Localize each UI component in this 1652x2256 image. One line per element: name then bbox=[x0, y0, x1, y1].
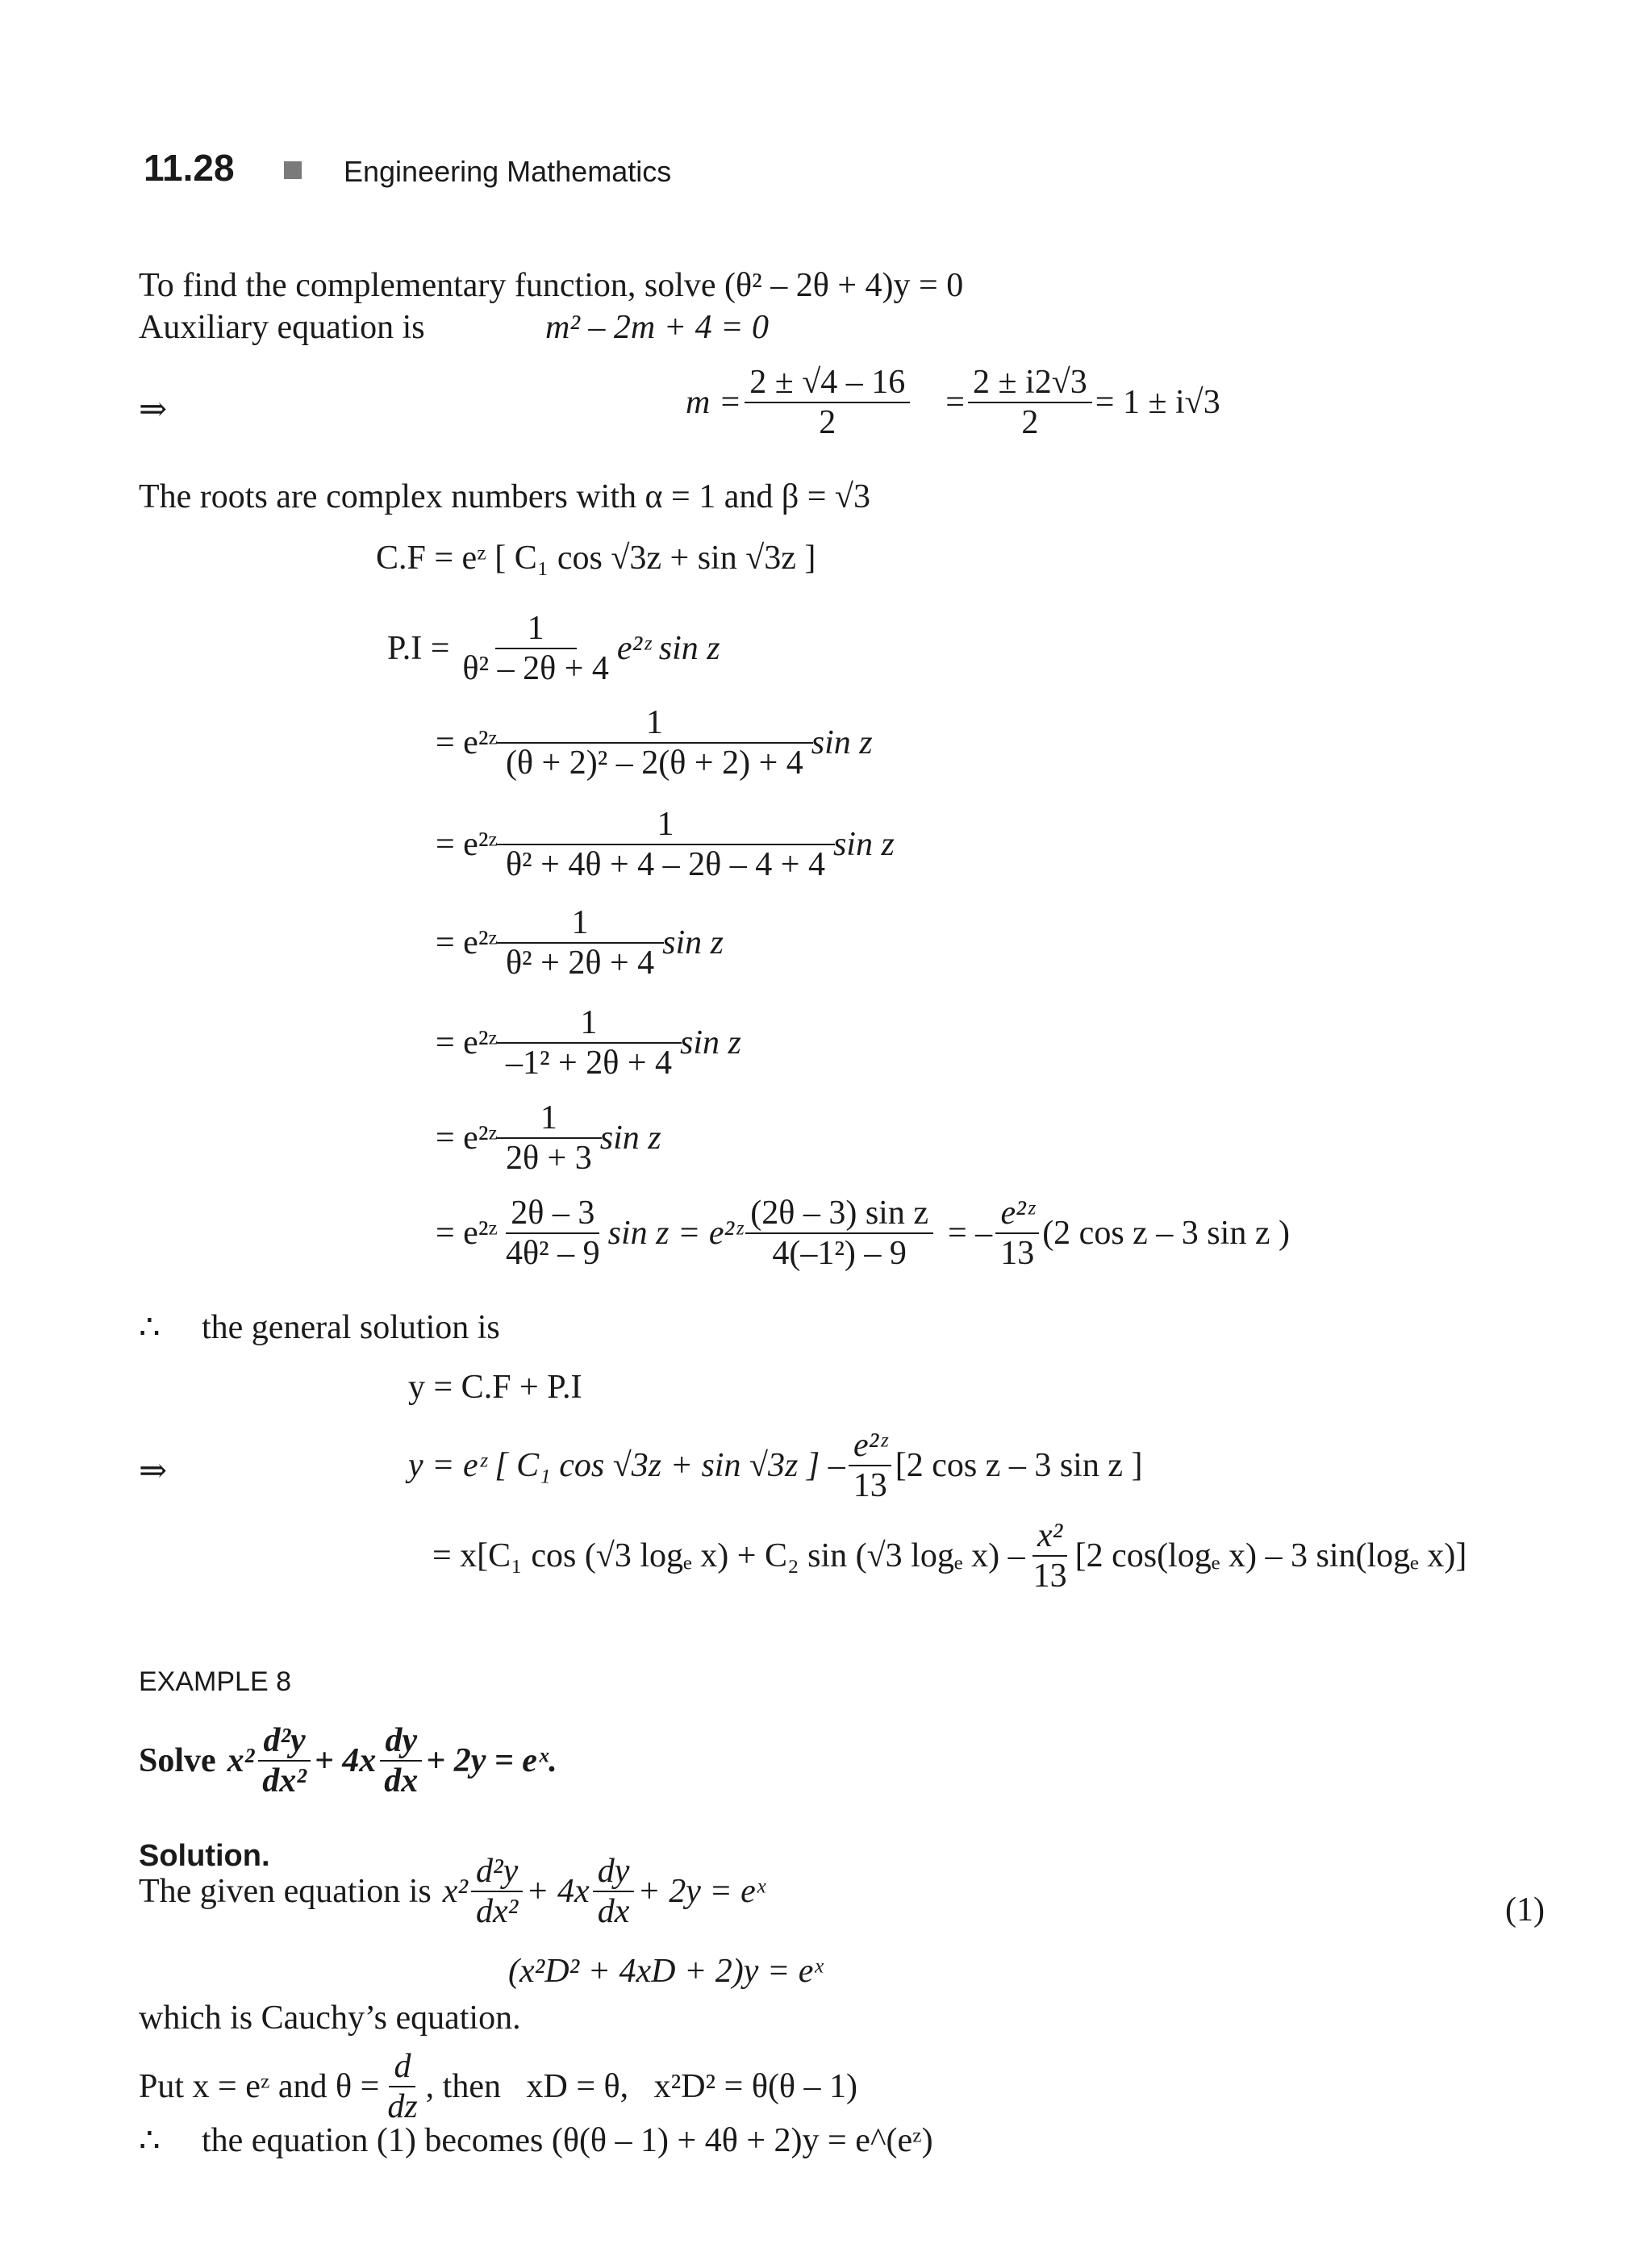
pi-label: P.I = bbox=[387, 630, 450, 668]
given-d2y: d²y bbox=[471, 1852, 523, 1892]
pi-step-5 bbox=[436, 1099, 661, 1178]
header-square-icon bbox=[284, 161, 302, 179]
pi-denominator-4: –1² + 2θ + 4 bbox=[505, 1045, 673, 1082]
given-dy-fraction bbox=[593, 1852, 635, 1932]
solution-heading: Solution. bbox=[139, 1839, 270, 1873]
pi-tail-8: (2 cos z – 3 sin z ) bbox=[1042, 1215, 1290, 1253]
pi-eq-1: = e²ᶻ bbox=[436, 724, 498, 762]
given-dx2: dx² bbox=[475, 1893, 519, 1931]
given-label: The given equation is bbox=[139, 1873, 432, 1911]
example-d2y-fraction bbox=[257, 1721, 311, 1801]
y-x-part-a: = x[C₁ cos (√3 logₑ x) + C₂ sin (√3 logₑ x) – bbox=[432, 1537, 1025, 1575]
pi-eq-3: = e²ᶻ bbox=[436, 924, 498, 962]
example-heading: EXAMPLE 8 bbox=[139, 1666, 291, 1697]
aux-label: Auxiliary equation is bbox=[139, 309, 425, 346]
pi-fraction-8 bbox=[995, 1194, 1039, 1274]
m-fraction-1 bbox=[745, 363, 910, 443]
pi-numerator-7: (2θ – 3) sin z bbox=[745, 1194, 933, 1234]
equation-number: (1) bbox=[1505, 1891, 1545, 1929]
given-plus4x: + 4x bbox=[526, 1873, 590, 1911]
y-full-fraction bbox=[849, 1426, 892, 1506]
y-x-part-b: [2 cos(logₑ x) – 3 sin(logₑ x)] bbox=[1074, 1537, 1467, 1575]
pi-numerator-4: 1 bbox=[496, 1003, 682, 1044]
pi-denominator-0: θ² – 2θ + 4 bbox=[462, 650, 609, 688]
y-full-numerator: e²ᶻ bbox=[849, 1426, 891, 1466]
cf-intro-line: To find the complementary function, solve (θ² – 2θ + 4)y = 0 bbox=[139, 267, 964, 304]
substitution-line bbox=[139, 2047, 857, 2127]
example-rest: + 2y = eˣ. bbox=[426, 1742, 557, 1780]
pi-sinz-2: sin z bbox=[832, 826, 895, 864]
pi-denominator-1: (θ + 2)² – 2(θ + 2) + 4 bbox=[505, 744, 803, 782]
pi-eq-4: = e²ᶻ bbox=[436, 1024, 498, 1062]
pi-fraction-3 bbox=[501, 903, 659, 983]
y-x-denominator: 13 bbox=[1032, 1558, 1067, 1595]
y-full-part-b: [2 cos z – 3 sin z ] bbox=[895, 1447, 1143, 1485]
m-numerator-2: 2 ± i2√3 bbox=[968, 363, 1092, 403]
pi-step-2 bbox=[436, 805, 895, 885]
y-full-denominator: 13 bbox=[853, 1467, 887, 1505]
general-solution-label: the general solution is bbox=[202, 1309, 500, 1346]
pi-denominator-8: 13 bbox=[1000, 1235, 1035, 1273]
book-title: Engineering Mathematics bbox=[344, 155, 672, 188]
example-x2: x² bbox=[227, 1742, 255, 1780]
pi-fraction-7 bbox=[745, 1194, 933, 1274]
given-equation bbox=[139, 1852, 766, 1932]
pi-eq-neg: = – bbox=[948, 1215, 993, 1253]
pi-fraction-2 bbox=[501, 805, 830, 885]
pi-step-1 bbox=[436, 703, 873, 783]
pi-tail-0: e²ᶻ sin z bbox=[616, 630, 720, 668]
general-solution-x bbox=[432, 1516, 1466, 1596]
pi-numerator-6: 2θ – 3 bbox=[506, 1194, 599, 1234]
example-d2y: d²y bbox=[258, 1721, 310, 1762]
pi-fraction-6 bbox=[501, 1194, 605, 1274]
d-dz-fraction bbox=[382, 2047, 422, 2127]
pi-sinz-5: sin z bbox=[599, 1120, 661, 1157]
pi-sinz-4: sin z bbox=[680, 1024, 741, 1062]
pi-fraction-5 bbox=[501, 1099, 597, 1178]
m-result: = 1 ± i√3 bbox=[1095, 384, 1220, 422]
pi-eq-6: = e²ᶻ bbox=[436, 1215, 498, 1253]
pi-numerator-8: e²ᶻ bbox=[995, 1194, 1038, 1234]
m-equals: = bbox=[945, 384, 965, 422]
m-fraction-2 bbox=[968, 363, 1092, 443]
pi-fraction-4 bbox=[501, 1003, 677, 1083]
pi-numerator-0: 1 bbox=[495, 609, 577, 649]
m-lhs: m = bbox=[686, 384, 742, 422]
pi-denominator-3: θ² + 2θ + 4 bbox=[505, 945, 655, 982]
pi-fraction-0 bbox=[457, 609, 614, 689]
example-solve-label: Solve bbox=[139, 1742, 216, 1780]
m-numerator-1: 2 ± √4 – 16 bbox=[745, 363, 910, 403]
cf-equation: C.F = eᶻ [ C₁ cos √3z + sin √3z ] bbox=[376, 540, 816, 577]
pi-fraction-1 bbox=[501, 703, 808, 783]
pi-numerator-5: 1 bbox=[496, 1099, 602, 1139]
given-dy: dy bbox=[593, 1852, 635, 1892]
example-dy: dy bbox=[380, 1721, 422, 1762]
m-denominator-2: 2 bbox=[1021, 404, 1039, 442]
y-x-numerator: x² bbox=[1032, 1516, 1067, 1557]
d-numerator: d bbox=[389, 2047, 415, 2087]
given-dx: dx bbox=[597, 1893, 630, 1931]
implies-symbol-2: ⇒ bbox=[139, 1453, 168, 1490]
put-text: Put x = eᶻ and θ = bbox=[139, 2068, 380, 2106]
example-dx2: dx² bbox=[262, 1762, 307, 1800]
page-number: 11.28 bbox=[144, 147, 235, 189]
pi-numerator-1: 1 bbox=[496, 703, 813, 744]
pi-sinz-3: sin z bbox=[662, 924, 724, 962]
equation-becomes: the equation (1) becomes (θ(θ – 1) + 4θ + 2)y = e^(eᶻ) bbox=[202, 2122, 933, 2159]
pi-mid-6: sin z = e²ᶻ bbox=[607, 1215, 743, 1253]
aux-equation: m² – 2m + 4 = 0 bbox=[545, 309, 769, 346]
therefore-symbol-1: ∴ bbox=[139, 1309, 161, 1346]
pi-step-0 bbox=[387, 609, 720, 689]
dz-denominator: dz bbox=[387, 2088, 418, 2126]
pi-denominator-6: 4θ² – 9 bbox=[505, 1235, 600, 1273]
given-rest: + 2y = eˣ bbox=[637, 1873, 766, 1911]
y-x-fraction bbox=[1028, 1516, 1072, 1596]
pi-denominator-2: θ² + 4θ + 4 – 2θ – 4 + 4 bbox=[505, 846, 825, 884]
then-text: , then xD = θ, x²D² = θ(θ – 1) bbox=[425, 2068, 858, 2106]
example-dy-fraction bbox=[379, 1721, 423, 1801]
example-dx: dx bbox=[384, 1762, 419, 1800]
cauchy-statement: which is Cauchy’s equation. bbox=[139, 2000, 521, 2037]
m-denominator-1: 2 bbox=[819, 404, 836, 442]
pi-denominator-7: 4(–1²) – 9 bbox=[772, 1235, 907, 1273]
y-full-part-a: y = eᶻ [ C₁ cos √3z + sin √3z ] – bbox=[408, 1447, 845, 1485]
operator-form: (x²D² + 4xD + 2)y = eˣ bbox=[508, 1953, 824, 1990]
pi-step-4 bbox=[436, 1003, 741, 1083]
pi-eq-5: = e²ᶻ bbox=[436, 1120, 498, 1157]
pi-denominator-5: 2θ + 3 bbox=[505, 1140, 592, 1178]
therefore-symbol-2: ∴ bbox=[139, 2122, 161, 2159]
pi-sinz-1: sin z bbox=[811, 724, 873, 762]
pi-step-6 bbox=[436, 1194, 1290, 1274]
roots-statement: The roots are complex numbers with α = 1 and β = √3 bbox=[139, 478, 870, 515]
pi-numerator-2: 1 bbox=[496, 805, 835, 845]
example-problem bbox=[139, 1721, 557, 1801]
given-x2: x² bbox=[442, 1873, 468, 1911]
example-plus4x: + 4x bbox=[314, 1742, 377, 1780]
m-roots-equation bbox=[686, 363, 1220, 443]
pi-numerator-3: 1 bbox=[496, 903, 664, 944]
general-solution-z bbox=[408, 1426, 1142, 1506]
pi-eq-2: = e²ᶻ bbox=[436, 826, 498, 864]
implies-symbol: ⇒ bbox=[139, 391, 168, 428]
pi-step-3 bbox=[436, 903, 724, 983]
given-d2y-fraction bbox=[471, 1852, 523, 1932]
y-equals-cf-pi: y = C.F + P.I bbox=[408, 1369, 582, 1406]
